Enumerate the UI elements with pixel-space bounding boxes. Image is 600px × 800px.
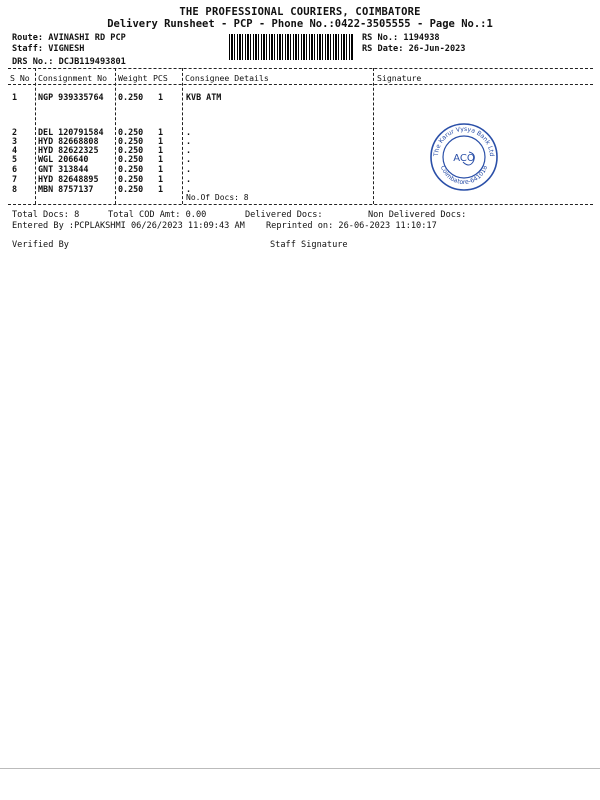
svg-text:Coimbatore-641018 xyxy=(439,165,489,186)
no-of-docs: No.Of Docs: 8 xyxy=(186,193,249,202)
route-label: Route: AVINASHI RD PCP xyxy=(12,33,126,43)
reprinted-on: Reprinted on: 26-06-2023 11:10:17 xyxy=(266,221,437,231)
delivered-docs: Delivered Docs: xyxy=(245,210,323,220)
total-docs: Total Docs: 8 xyxy=(12,210,80,220)
column-header-signature: Signature xyxy=(377,73,422,83)
total-cod-amount: Total COD Amt: 0.00 xyxy=(108,210,207,220)
cell-pcs: 1 xyxy=(158,154,164,164)
drs-number-label: DRS No.: xyxy=(12,57,54,67)
document-subtitle: Delivery Runsheet - PCP - Phone No.:0422-3505555 - Page No.:1 xyxy=(107,18,493,30)
cell-sno: 6 xyxy=(12,164,18,174)
cell-consignee: . xyxy=(186,164,192,174)
rs-date: RS Date: 26-Jun-2023 xyxy=(362,44,466,54)
column-header-consignment: Consignment No xyxy=(38,73,108,83)
column-divider xyxy=(373,68,374,204)
cell-weight: 0.250 xyxy=(118,92,144,102)
cell-weight: 0.250 xyxy=(118,136,144,146)
cell-weight: 0.250 xyxy=(118,184,144,194)
bank-seal-stamp xyxy=(429,122,499,192)
cell-pcs: 1 xyxy=(158,184,164,194)
staff-label: Staff: VIGNESH xyxy=(12,44,85,54)
cell-consignment: HYD 82668808 xyxy=(38,136,99,146)
column-header-consignee: Consignee Details xyxy=(185,73,269,83)
barcode xyxy=(229,34,353,60)
cell-consignee: . xyxy=(186,136,192,146)
cell-pcs: 1 xyxy=(158,164,164,174)
cell-consignment: NGP 939335764 xyxy=(38,92,104,102)
cell-consignee: . xyxy=(186,154,192,164)
cell-pcs: 1 xyxy=(158,92,164,102)
cell-weight: 0.250 xyxy=(118,145,144,155)
cell-consignment: HYD 82648895 xyxy=(38,174,99,184)
cell-consignee: . xyxy=(186,127,192,137)
cell-consignment: MBN 8757137 xyxy=(38,184,94,194)
table-top-rule xyxy=(8,68,593,69)
column-divider xyxy=(182,68,183,204)
cell-pcs: 1 xyxy=(158,136,164,146)
document-title: THE PROFESSIONAL COURIERS, COIMBATORE xyxy=(179,6,421,18)
cell-pcs: 1 xyxy=(158,174,164,184)
table-bottom-rule xyxy=(8,204,593,205)
staff-signature: Staff Signature xyxy=(270,240,348,250)
cell-sno: 1 xyxy=(12,92,18,102)
verified-by: Verified By xyxy=(12,240,69,250)
rs-number: RS No.: 1194938 xyxy=(362,33,440,43)
cell-sno: 7 xyxy=(12,174,18,184)
cell-consignment: HYD 82622325 xyxy=(38,145,99,155)
column-header-pcs: PCS xyxy=(153,73,168,83)
column-divider xyxy=(115,68,116,204)
cell-sno: 2 xyxy=(12,127,18,137)
cell-sno: 3 xyxy=(12,136,18,146)
cell-weight: 0.250 xyxy=(118,127,144,137)
column-divider xyxy=(35,68,36,204)
cell-consignment: DEL 120791584 xyxy=(38,127,104,137)
cell-consignment: WGL 206640 xyxy=(38,154,89,164)
entered-by: Entered By :PCPLAKSHMI 06/26/2023 11:09:43 AM xyxy=(12,221,245,231)
cell-weight: 0.250 xyxy=(118,154,144,164)
cell-consignment: GNT 313844 xyxy=(38,164,89,174)
stamp-center-text: ACO xyxy=(453,153,475,164)
drs-number-value: DCJB119493801 xyxy=(58,57,126,67)
cell-sno: 4 xyxy=(12,145,18,155)
cell-sno: 5 xyxy=(12,154,18,164)
non-delivered-docs: Non Delivered Docs: xyxy=(368,210,467,220)
table-header-rule xyxy=(8,84,593,85)
cell-weight: 0.250 xyxy=(118,164,144,174)
cell-sno: 8 xyxy=(12,184,18,194)
cell-consignee: . xyxy=(186,174,192,184)
cell-pcs: 1 xyxy=(158,145,164,155)
cell-weight: 0.250 xyxy=(118,174,144,184)
stamp-city-text: Coimbatore-641018 xyxy=(438,164,490,187)
drs-number xyxy=(12,57,126,67)
scan-edge-line xyxy=(0,768,600,769)
cell-consignee: KVB ATM xyxy=(186,92,222,102)
stamp-ring-text: The Karur Vysya Bank Ltd xyxy=(432,125,496,157)
cell-consignee: . xyxy=(186,145,192,155)
cell-pcs: 1 xyxy=(158,127,164,137)
cell-consignee: . xyxy=(186,184,192,194)
column-header-weight: Weight xyxy=(118,73,148,83)
column-header-sno: S No xyxy=(10,73,30,83)
